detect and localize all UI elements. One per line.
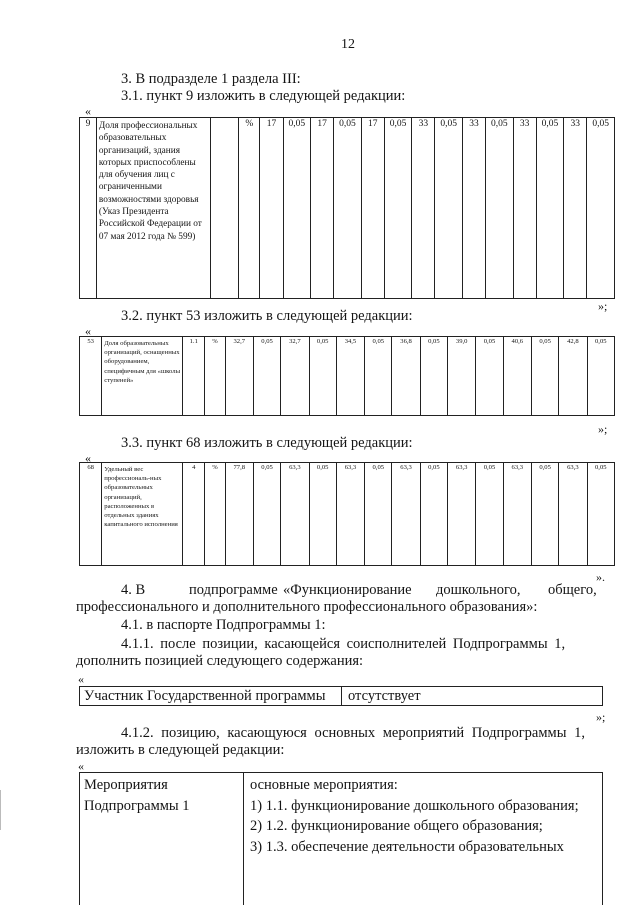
value-cell: 0,05: [384, 118, 411, 299]
activities-label-line1: Мероприятия: [84, 777, 168, 793]
participant-value: отсутствует: [348, 688, 421, 704]
value-cell: 0,05: [435, 118, 462, 299]
section-4-line1-d: дошкольного,: [436, 582, 521, 598]
list-item: 1) 1.1. функционирование дошкольного образования;: [250, 797, 579, 814]
close-quote-3: ».: [596, 570, 605, 584]
value-cell: 0,05: [253, 463, 280, 566]
participant-table: [79, 686, 603, 706]
unit-cell: %: [205, 463, 225, 566]
unit-cell: %: [205, 337, 225, 416]
activities-table: [79, 772, 603, 905]
value-cell: 0,05: [309, 337, 336, 416]
value-cell: 32,7: [281, 337, 309, 416]
row-number: 9: [80, 118, 97, 299]
table-row: [80, 463, 615, 566]
value-cell: 0,05: [531, 463, 558, 566]
section-4-line1-a: 4. В: [121, 582, 146, 598]
section-3-heading: 3. В подразделе 1 раздела III:: [121, 71, 301, 87]
code-cell: 4: [183, 463, 205, 566]
open-quote-3: «: [85, 451, 91, 465]
section-4-1-1-line1: 4.1.1. после позиции, касающейся соисполнителей Подпрограммы 1,: [121, 636, 566, 652]
close-quote-1: »;: [598, 299, 608, 313]
open-quote-5: «: [78, 759, 84, 773]
section-4-1: 4.1. в паспорте Подпрограммы 1:: [121, 617, 326, 633]
value-cell: 36,8: [392, 337, 420, 416]
value-cell: 42,8: [559, 337, 587, 416]
section-3-1-heading: 3.1. пункт 9 изложить в следующей редакции:: [121, 88, 406, 104]
value-cell: 33: [513, 118, 536, 299]
value-cell: 33: [564, 118, 587, 299]
unit-cell: %: [239, 118, 260, 299]
table-row: [80, 337, 615, 416]
value-cell: 63,3: [448, 463, 476, 566]
code-cell: [210, 118, 238, 299]
participant-label: Участник Государственной программы: [80, 687, 342, 705]
value-cell: 0,05: [531, 337, 558, 416]
table-row: [80, 118, 615, 299]
list-item: основные мероприятия:: [250, 777, 398, 793]
value-cell: 34,5: [336, 337, 364, 416]
activities-label: [80, 773, 244, 905]
value-cell: 0,05: [334, 118, 361, 299]
table-item-68: [79, 462, 615, 566]
row-number: 68: [80, 463, 102, 566]
section-4-1-1-line2: дополнить позицией следующего содержания:: [76, 653, 364, 669]
value-cell: 63,3: [336, 463, 364, 566]
value-cell: 0,05: [365, 463, 392, 566]
scan-margin-mark: [0, 790, 1, 830]
value-cell: 40,6: [503, 337, 531, 416]
code-cell: 1.1: [183, 337, 205, 416]
section-3-3-heading: 3.3. пункт 68 изложить в следующей редакции:: [121, 435, 413, 451]
activities-label-line2: Подпрограммы 1: [84, 798, 190, 814]
value-cell: 33: [412, 118, 435, 299]
value-cell: 17: [311, 118, 334, 299]
row-number: 53: [80, 337, 102, 416]
value-cell: 0,05: [536, 118, 563, 299]
value-cell: 0,05: [486, 118, 513, 299]
value-cell: 0,05: [283, 118, 310, 299]
section-4-1-2-line1: 4.1.2. позицию, касающуюся основных мероприятий Подпрограммы 1,: [121, 725, 585, 741]
value-cell: 17: [260, 118, 283, 299]
value-cell: 39,0: [448, 337, 476, 416]
value-cell: 63,3: [503, 463, 531, 566]
close-quote-4: »;: [596, 710, 606, 724]
value-cell: 0,05: [365, 337, 392, 416]
activities-list: [244, 773, 602, 859]
table-item-53: [79, 336, 615, 416]
value-cell: 77,8: [225, 463, 253, 566]
section-4-line1-c: «Функционирование: [283, 582, 412, 598]
page-number: 12: [341, 37, 355, 52]
value-cell: 0,05: [587, 337, 614, 416]
value-cell: 0,05: [476, 337, 503, 416]
open-quote-1: «: [85, 104, 91, 118]
value-cell: 63,3: [281, 463, 309, 566]
value-cell: 0,05: [253, 337, 280, 416]
indicator-name: Доля образовательных организаций, оснащенных оборудованием, специфичным для «школы ступеней»: [102, 337, 183, 416]
value-cell: 0,05: [587, 118, 615, 299]
indicator-name: Удельный вес профессиональ-ных образовательных организаций, расположенных в отдельных зданиях капитального исполнения: [102, 463, 183, 566]
value-cell: 0,05: [420, 337, 447, 416]
list-item: 3) 1.3. обеспечение деятельности образовательных: [250, 838, 564, 855]
value-cell: 17: [361, 118, 384, 299]
value-cell: 0,05: [420, 463, 447, 566]
section-4-line1-e: общего,: [548, 582, 597, 598]
open-quote-2: «: [85, 324, 91, 338]
section-3-2-heading: 3.2. пункт 53 изложить в следующей редакции:: [121, 308, 413, 324]
value-cell: 0,05: [309, 463, 336, 566]
value-cell: 33: [462, 118, 485, 299]
section-4-line1-b: подпрограмме: [189, 582, 278, 598]
value-cell: 0,05: [587, 463, 614, 566]
list-item: 2) 1.2. функционирование общего образования;: [250, 818, 543, 834]
indicator-name: Доля профессиональных образовательных организаций, здания которых приспособлены для обучения лиц с ограниченными возможностями здоровья (Указ Президента Российской Федерации от 07 мая 2012 года № 599): [96, 118, 210, 299]
section-4-1-2-line2: изложить в следующей редакции:: [76, 742, 285, 758]
close-quote-2: »;: [598, 422, 608, 436]
value-cell: 0,05: [476, 463, 503, 566]
open-quote-4: «: [78, 672, 84, 686]
value-cell: 32,7: [225, 337, 253, 416]
value-cell: 63,3: [559, 463, 587, 566]
table-item-9: [79, 117, 615, 299]
section-4-line2: профессионального и дополнительного профессионального образования»:: [76, 599, 538, 615]
value-cell: 63,3: [392, 463, 420, 566]
